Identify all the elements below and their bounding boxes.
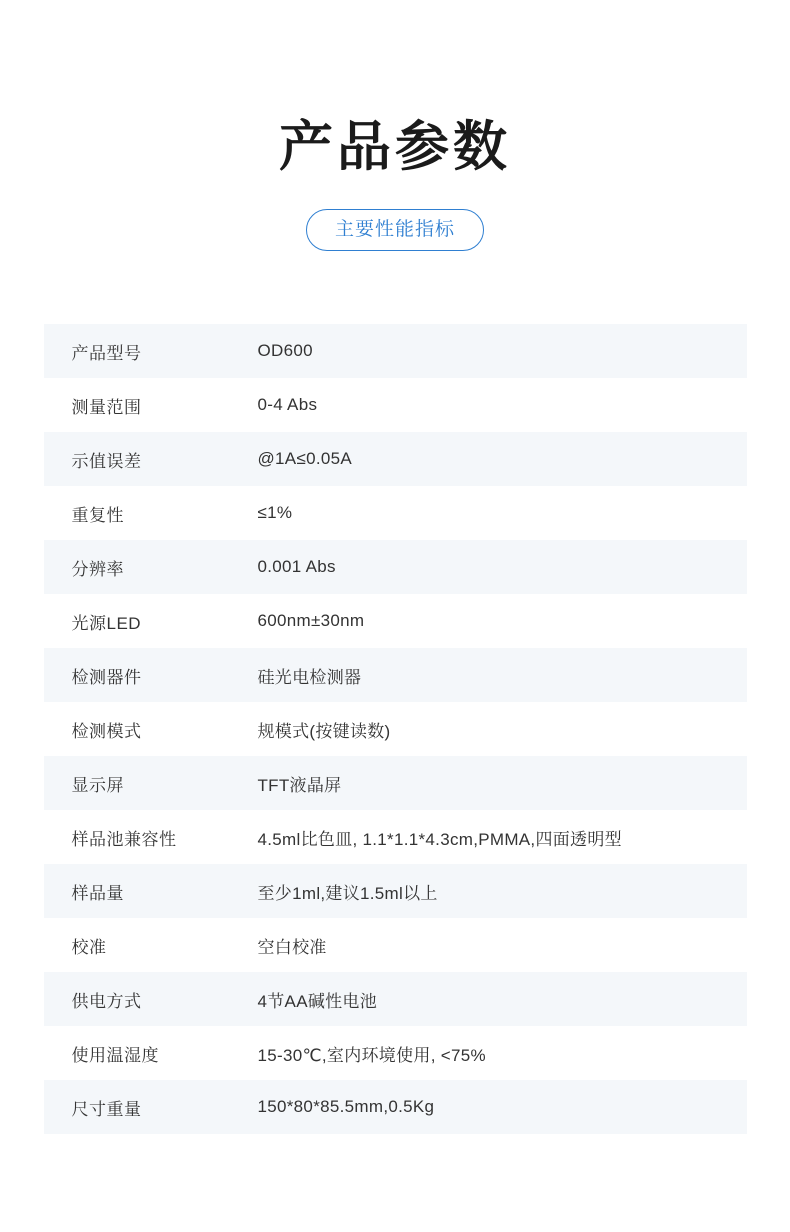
spec-value: @1A≤0.05A	[257, 449, 353, 469]
table-row	[44, 378, 747, 432]
spec-label: 样品量	[71, 883, 124, 903]
table-row	[44, 648, 747, 702]
spec-label: 显示屏	[71, 775, 124, 795]
spec-value: 4节AA碱性电池	[257, 991, 378, 1011]
table-row	[44, 702, 747, 756]
table-row	[44, 432, 747, 486]
table-row	[44, 918, 747, 972]
table-row	[44, 1080, 747, 1134]
spec-label: 供电方式	[71, 991, 142, 1011]
spec-value: 空白校准	[257, 937, 327, 957]
table-row	[44, 756, 747, 810]
table-row	[44, 324, 747, 378]
table-row	[44, 594, 747, 648]
spec-value: 0.001 Abs	[257, 557, 336, 577]
spec-value: 硅光电检测器	[257, 667, 362, 687]
spec-table	[44, 324, 747, 1134]
spec-value: 150*80*85.5mm,0.5Kg	[257, 1097, 435, 1117]
spec-label: 校准	[71, 937, 107, 957]
subtitle-badge: 主要性能指标	[306, 209, 484, 251]
table-row	[44, 810, 747, 864]
spec-label: 光源LED	[71, 613, 142, 633]
spec-label: 尺寸重量	[71, 1099, 142, 1119]
spec-label: 重复性	[71, 505, 124, 525]
table-row	[44, 540, 747, 594]
table-row	[44, 1026, 747, 1080]
spec-label: 示值误差	[71, 451, 142, 471]
spec-label: 使用温湿度	[71, 1045, 159, 1065]
spec-value: 至少1ml,建议1.5ml以上	[257, 883, 438, 903]
table-row	[44, 486, 747, 540]
spec-label: 检测模式	[71, 721, 142, 741]
table-row	[44, 864, 747, 918]
spec-label: 检测器件	[71, 667, 142, 687]
spec-table-body	[44, 324, 747, 1134]
spec-value: 15-30℃,室内环境使用, <75%	[257, 1045, 486, 1065]
spec-value: OD600	[257, 341, 313, 361]
table-row	[44, 972, 747, 1026]
spec-value: TFT液晶屏	[257, 775, 342, 795]
spec-value: 0-4 Abs	[257, 395, 318, 415]
spec-value: ≤1%	[257, 503, 293, 523]
spec-value: 600nm±30nm	[257, 611, 365, 631]
spec-value: 4.5ml比色皿, 1.1*1.1*4.3cm,PMMA,四面透明型	[257, 829, 622, 849]
subtitle-container	[0, 209, 790, 251]
spec-label: 分辨率	[71, 559, 124, 579]
spec-label: 产品型号	[71, 343, 142, 363]
spec-label: 样品池兼容性	[71, 829, 177, 849]
spec-value: 规模式(按键读数)	[257, 721, 391, 741]
spec-label: 测量范围	[71, 397, 142, 417]
page-title: 产品参数	[279, 117, 511, 177]
